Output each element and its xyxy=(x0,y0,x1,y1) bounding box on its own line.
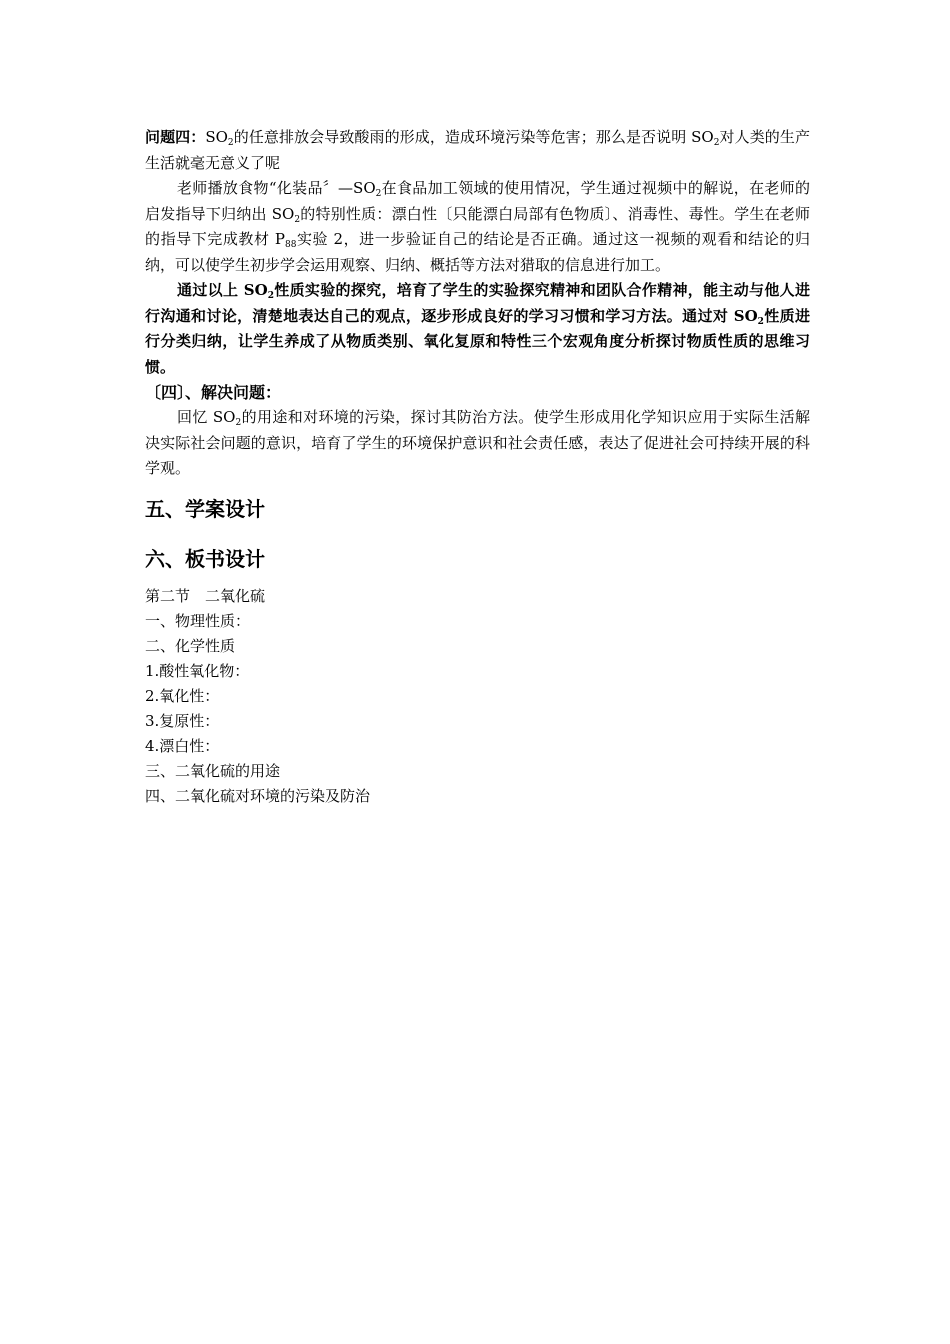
text-span: 性质实验的探究，培育了学生的实验探究精神和团队合作精神，能主动与他人进行沟通和讨论，清楚地表达自己的观点，逐步形成良好的学习习惯和学习方法。通过对 SO xyxy=(145,281,810,325)
subscript: 88 xyxy=(284,240,297,250)
subscript: 2 xyxy=(227,138,234,148)
section-four-paragraph xyxy=(145,405,810,482)
subscript: 2 xyxy=(757,316,764,327)
subscript: 2 xyxy=(375,189,382,199)
question-four-paragraph xyxy=(145,125,810,176)
question-four-label: 问题四： xyxy=(145,128,206,146)
text-span: 性质进行分类归纳，让学生养成了从物质类别、氧化复原和特性三个宏观角度分析探讨物质性质的思维习惯。 xyxy=(145,306,810,376)
board-line: 二、化学性质 xyxy=(145,636,236,655)
board-line: 三、二氧化硫的用途 xyxy=(145,761,281,780)
text-span: 对人类的生产生活就毫无意义了呢 xyxy=(145,128,810,172)
section-four-heading: 〔四〕、解决问题： xyxy=(145,383,282,402)
board-line: 3.复原性： xyxy=(145,711,220,730)
text-span: 通过以上 SO xyxy=(177,281,268,299)
board-line: 1.酸性氧化物： xyxy=(145,661,250,680)
board-line: 第二节 二氧化硫 xyxy=(145,586,266,605)
board-line: 2.氧化性： xyxy=(145,686,220,705)
subscript: 2 xyxy=(267,291,274,301)
subscript: 2 xyxy=(294,214,301,225)
video-paragraph xyxy=(145,176,810,278)
blackboard-outline xyxy=(145,584,810,809)
text-span: 的特别性质：漂白性〔只能漂白局部有色物质〕、消毒性、毒性。学生在老师的指导下完成教材 P xyxy=(145,204,810,248)
board-line: 四、二氧化硫对环境的污染及防治 xyxy=(145,786,371,805)
text-span: SO xyxy=(205,128,228,146)
summary-bold-paragraph xyxy=(145,278,810,380)
board-line: 4.漂白性： xyxy=(145,736,220,755)
text-span: 实验 2，进一步验证自己的结论是否正确。通过这一视频的观看和结论的归纳，可以使学生初步学会运用观察、归纳、概括等方法对猎取的信息进行加工。 xyxy=(145,230,810,274)
text-span: 回忆 SO xyxy=(177,408,236,426)
text-span: 在食品加工领域的使用情况，学生通过视频中的解说，在老师的启发指导下归纳出 SO xyxy=(145,179,810,223)
board-line: 一、物理性质： xyxy=(145,611,251,630)
subscript: 2 xyxy=(235,418,242,428)
section-five-heading: 五、学案设计 xyxy=(145,496,265,521)
section-six-heading: 六、板书设计 xyxy=(145,546,265,571)
text-span: 的任意排放会导致酸雨的形成，造成环境污染等危害；那么是否说明 SO xyxy=(233,128,714,146)
subscript: 2 xyxy=(713,138,720,148)
text-span: 的用途和对环境的污染，探讨其防治方法。使学生形成用化学知识应用于实际生活解决实际社会问题的意识，培育了学生的环境保护意识和社会责任感，表达了促进社会可持续开展的科学观。 xyxy=(145,408,810,477)
text-span: 老师播放食物“化装品〞—SO xyxy=(177,179,376,197)
document-page xyxy=(145,125,810,809)
